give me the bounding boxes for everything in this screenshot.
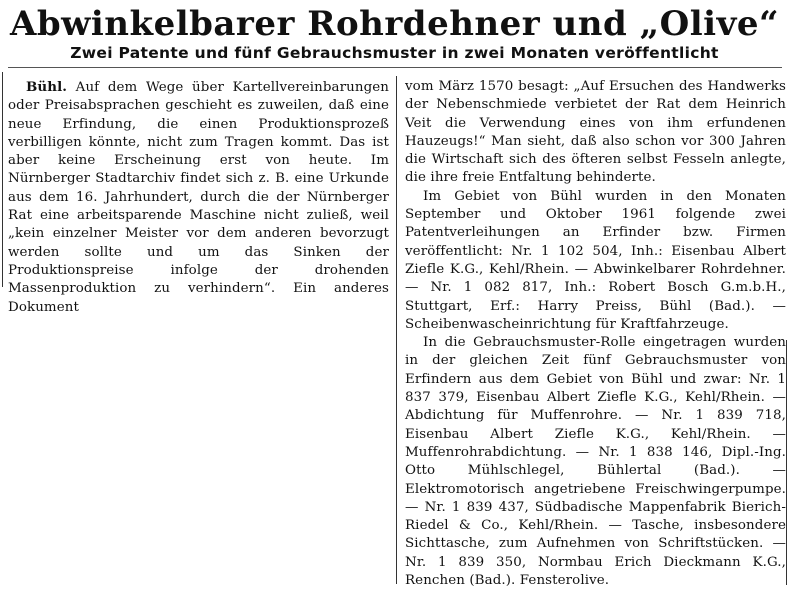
right-paragraph-1: vom März 1570 besagt: „Auf Ersuchen des Handwerks der Nebenschmiede verbietet der Rat dem Heinrich Veit die Verwendung eines von ihm erfundenen Hauzeugs!“ Man sieht, daß also schon vor 300 Jahren die Wirtschaft sich des öfteren selbst Fesseln anlegte, die ihre freie Entfaltung behinderte.	[405, 79, 786, 186]
article-subheadline: Zwei Patente und fünf Gebrauchsmuster in zwei Monaten veröffentlicht	[70, 44, 719, 62]
right-paragraph-3: In die Gebrauchsmuster-Rolle eingetragen wurden in der gleichen Zeit fünf Gebrauchsmuster von Erfindern aus dem Gebiet von Bühl und zwar: Nr. 1 837 379, Eisenbau Albert Ziefle K.G., Kehl/Rhein. — Abdichtung für Muffenrohre. — Nr. 1 839 718, Eisenbau Albert Ziefle K.G., Kehl/Rhein. — Muffenrohrabdichtung. — Nr. 1 838 146, Dipl.-Ing. Otto Mühlschlegel, Bühlertal (Bad.). — Elektromotorisch angetriebene Freischwingerpumpe. — Nr. 1 839 437, Südbadische Mappenfabrik Bierich-Riedel & Co., Kehl/Rhein. — Tasche, insbesondere Sichttasche, zum Aufnehmen von Schriftstücken. — Nr. 1 839 350, Normbau Erich Dieckmann K.G., Renchen (Bad.). Fensterolive.	[405, 335, 786, 589]
right-border-rule	[786, 340, 787, 585]
left-paragraph-1	[8, 78, 389, 317]
column-divider	[396, 76, 397, 584]
left-paragraph-1-text: Auf dem Wege über Kartellvereinbarungen oder Preisabsprachen geschieht es zuweilen, daß eine neue Erfindung, die einen Produktionsprozeß verbilligen könnte, nicht zum Tragen kommt. Das ist aber keine Erscheinung erst von heute. Im Nürnberger Stadtarchiv findet sich z. B. eine Urkunde aus dem 16. Jahrhundert, durch die der Nürnberger Rat eine arbeitsparende Maschine nicht zuließ, weil „kein einzelner Meister vor dem anderen bevorzugt werden sollte und um das Sinken der Produktionspreise infolge der drohenden Massenproduktion zu verhindern“. Ein anderes Dokument	[8, 80, 389, 315]
left-column	[8, 78, 389, 317]
dateline: Bühl.	[26, 79, 68, 95]
header-divider	[8, 67, 782, 68]
right-column	[405, 78, 786, 590]
left-border-rule	[2, 72, 3, 287]
article-headline: Abwinkelbarer Rohrdehner und „Olive“	[9, 4, 780, 44]
right-paragraph-2: Im Gebiet von Bühl wurden in den Monaten September und Oktober 1961 folgende zwei Patentverleihungen an Erfinder bzw. Firmen veröffentlicht: Nr. 1 102 504, Inh.: Eisenbau Albert Ziefle K.G., Kehl/Rhein. — Abwinkelbarer Rohrdehner. — Nr. 1 082 817, Inh.: Robert Bosch G.m.b.H., Stuttgart, Erf.: Harry Preiss, Bühl (Bad.). — Scheibenwascheinrichtung für Kraftfahrzeuge.	[405, 188, 786, 332]
